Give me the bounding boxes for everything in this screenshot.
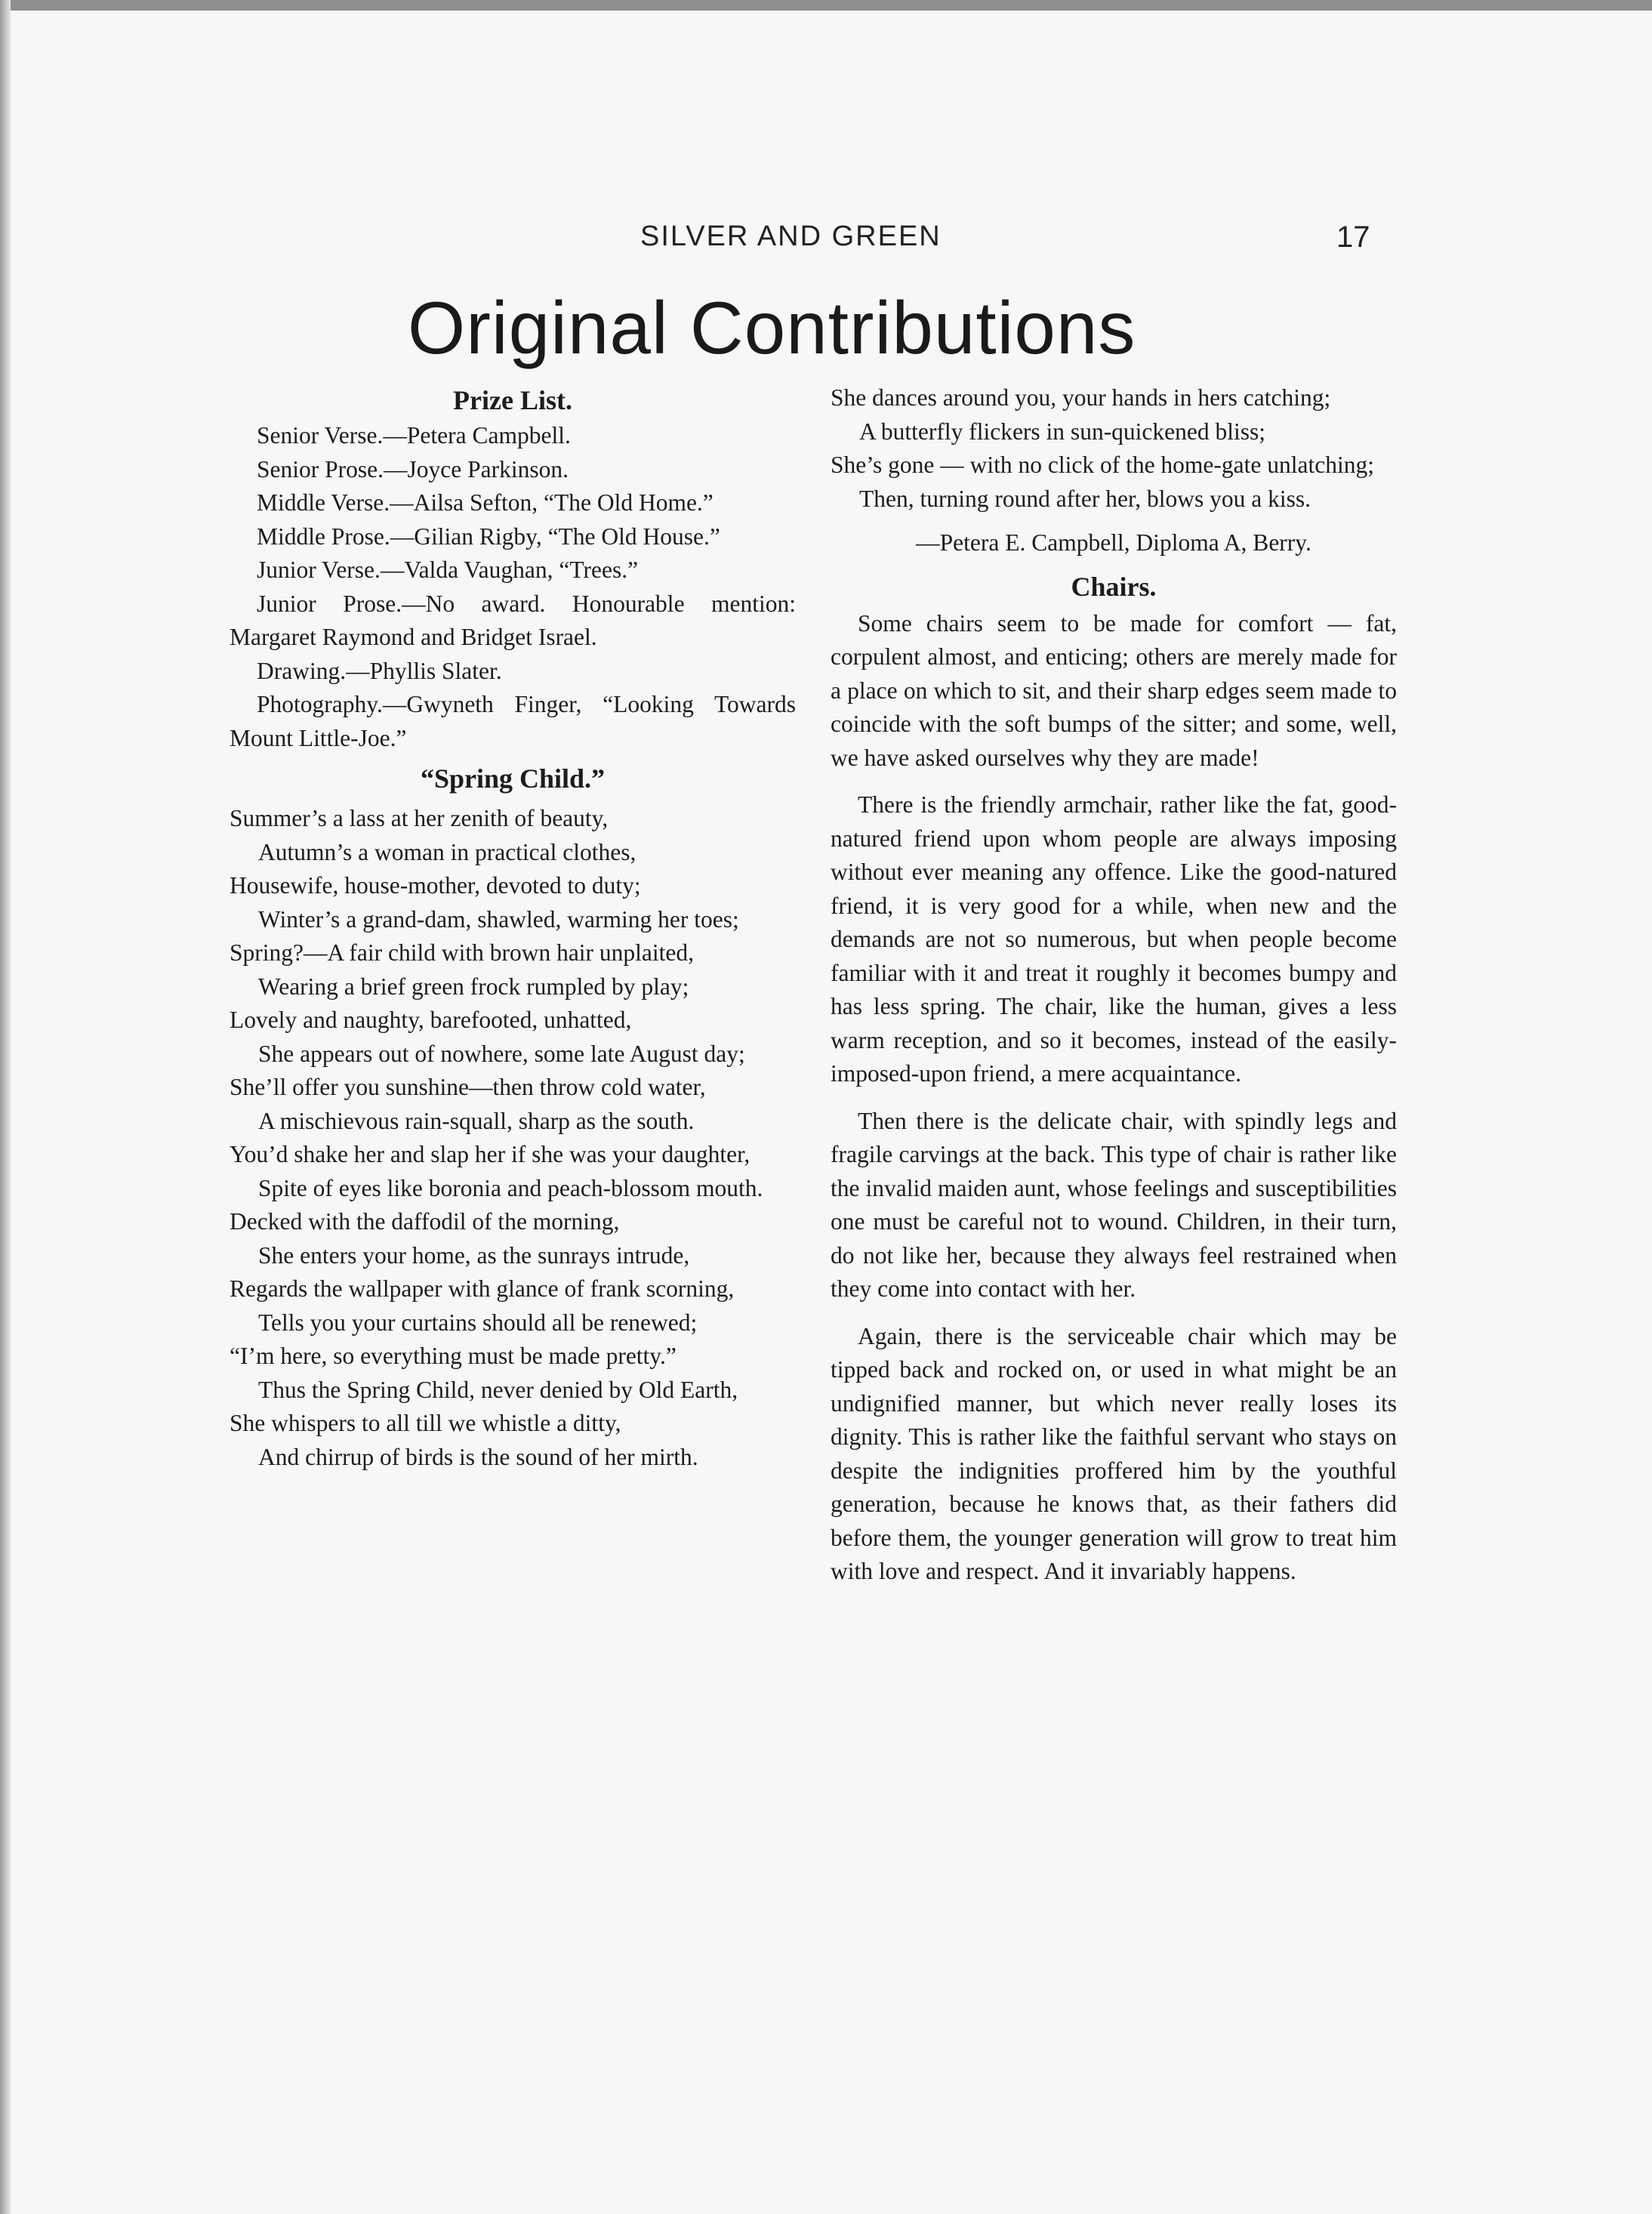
- prize-entry: Middle Prose.—Gilian Rigby, “The Old House.”: [257, 523, 720, 550]
- essay-paragraph: Some chairs seem to be made for comfort — fat, corpulent almost, and enticing; others are merely made for a place on which to sit, and their sharp edges seem made to coincide with the soft bumps of the sitter; and some, well, we have asked ourselves why they are made!: [831, 609, 1397, 771]
- prize-entry: Middle Verse.—Ailsa Sefton, “The Old Home.”: [257, 489, 714, 516]
- right-column: [831, 381, 1397, 1602]
- poem-heading: “Spring Child.”: [420, 763, 606, 794]
- poem-line: She’s gone — with no click of the home-gate unlatching;: [831, 452, 1374, 478]
- essay-paragraph: There is the friendly armchair, rather like the fat, good-natured friend upon whom people are always imposing without ever meaning any offence. Like the good-natured friend, it is very good for a while, when new and the demands are not so numerous, but when people become familiar with it and treat it roughly it becomes bumpy and has less spring. The chair, like the human, gives a less warm reception, and so it becomes, instead of the easily-imposed-upon friend, a mere acquaintance.: [831, 791, 1397, 1087]
- poem-line: She enters your home, as the sunrays intrude,: [258, 1241, 690, 1269]
- prize-entry: Photography.—Gwyneth Finger, “Looking Towards Mount Little-Joe.”: [230, 691, 796, 751]
- poem-line: Wearing a brief green frock rumpled by play;: [258, 973, 689, 1000]
- poem-line: Decked with the daffodil of the morning,: [230, 1208, 620, 1235]
- chairs-heading: Chairs.: [1071, 571, 1157, 602]
- prize-entry: Senior Prose.—Joyce Parkinson.: [257, 455, 569, 483]
- poem-line: Regards the wallpaper with glance of frank scorning,: [230, 1275, 735, 1302]
- poem-line: And chirrup of birds is the sound of her mirth.: [258, 1443, 698, 1470]
- chairs-essay: [831, 607, 1397, 1589]
- poem-line: A butterfly flickers in sun-quickened bliss;: [859, 418, 1266, 445]
- prize-entry: Junior Verse.—Valda Vaughan, “Trees.”: [257, 557, 639, 583]
- poem-line: Lovely and naughty, barefooted, unhatted,: [230, 1007, 632, 1033]
- scan-edge-left: [0, 0, 11, 2214]
- running-title: SILVER AND GREEN: [640, 220, 942, 252]
- poem-line: Then, turning round after her, blows you a kiss.: [859, 485, 1311, 512]
- poem-body: [230, 802, 796, 1474]
- poem-line: Winter’s a grand-dam, shawled, warming her toes;: [258, 905, 739, 933]
- page-title: Original Contributions: [408, 286, 1136, 369]
- poem-line: Tells you your curtains should all be renewed;: [258, 1309, 698, 1336]
- poem-line: She appears out of nowhere, some late August day;: [258, 1040, 745, 1067]
- prize-entry: Drawing.—Phyllis Slater.: [257, 657, 502, 684]
- poem-line: Housewife, house-mother, devoted to duty;: [230, 872, 641, 899]
- scan-edge-top: [0, 0, 1652, 11]
- poem-line: Spring?—A fair child with brown hair unplaited,: [230, 939, 695, 966]
- prize-list: [230, 419, 796, 755]
- poem-line: She whispers to all till we whistle a ditty,: [230, 1410, 621, 1436]
- poem-attribution: —Petera E. Campbell, Diploma A, Berry.: [916, 529, 1311, 556]
- prize-list-heading: Prize List.: [453, 385, 572, 415]
- poem-line: Spite of eyes like boronia and peach-blossom mouth.: [258, 1174, 763, 1201]
- poem-line: She dances around you, your hands in hers catching;: [831, 384, 1331, 411]
- poem-line: Summer’s a lass at her zenith of beauty,: [230, 805, 609, 831]
- poem-line: She’ll offer you sunshine—then throw cold water,: [230, 1074, 706, 1100]
- essay-paragraph: Then there is the delicate chair, with spindly legs and fragile carvings at the back. This type of chair is rather like the invalid maiden aunt, whose feelings and susceptibilities one must be careful not to wound. Children, in their turn, do not like her, because they always feel restrained when they come into contact with her.: [831, 1107, 1397, 1302]
- prize-entry: Senior Verse.—Petera Campbell.: [257, 422, 571, 449]
- essay-paragraph: Again, there is the serviceable chair which may be tipped back and rocked on, or used in what might be an undignified manner, but which never really loses its dignity. This is rather like the faithful servant who stays on despite the indignities proffered him by the youthful generation, because he knows that, as their fathers did before them, the younger generation will grow to treat him with love and respect. And it invariably happens.: [831, 1322, 1397, 1584]
- poem-line: You’d shake her and slap her if she was your daughter,: [230, 1141, 750, 1167]
- prize-entry: Junior Prose.—No award. Honourable mention: Margaret Raymond and Bridget Israel.: [230, 590, 796, 650]
- poem-line: “I’m here, so everything must be made pretty.”: [230, 1343, 677, 1369]
- poem-continuation: [831, 381, 1397, 516]
- poem-line: Autumn’s a woman in practical clothes,: [258, 838, 636, 865]
- poem-line: A mischievous rain-squall, sharp as the south.: [258, 1107, 695, 1134]
- page-number: 17: [1336, 220, 1370, 254]
- left-column: [230, 381, 796, 1474]
- poem-line: Thus the Spring Child, never denied by Old Earth,: [258, 1376, 738, 1403]
